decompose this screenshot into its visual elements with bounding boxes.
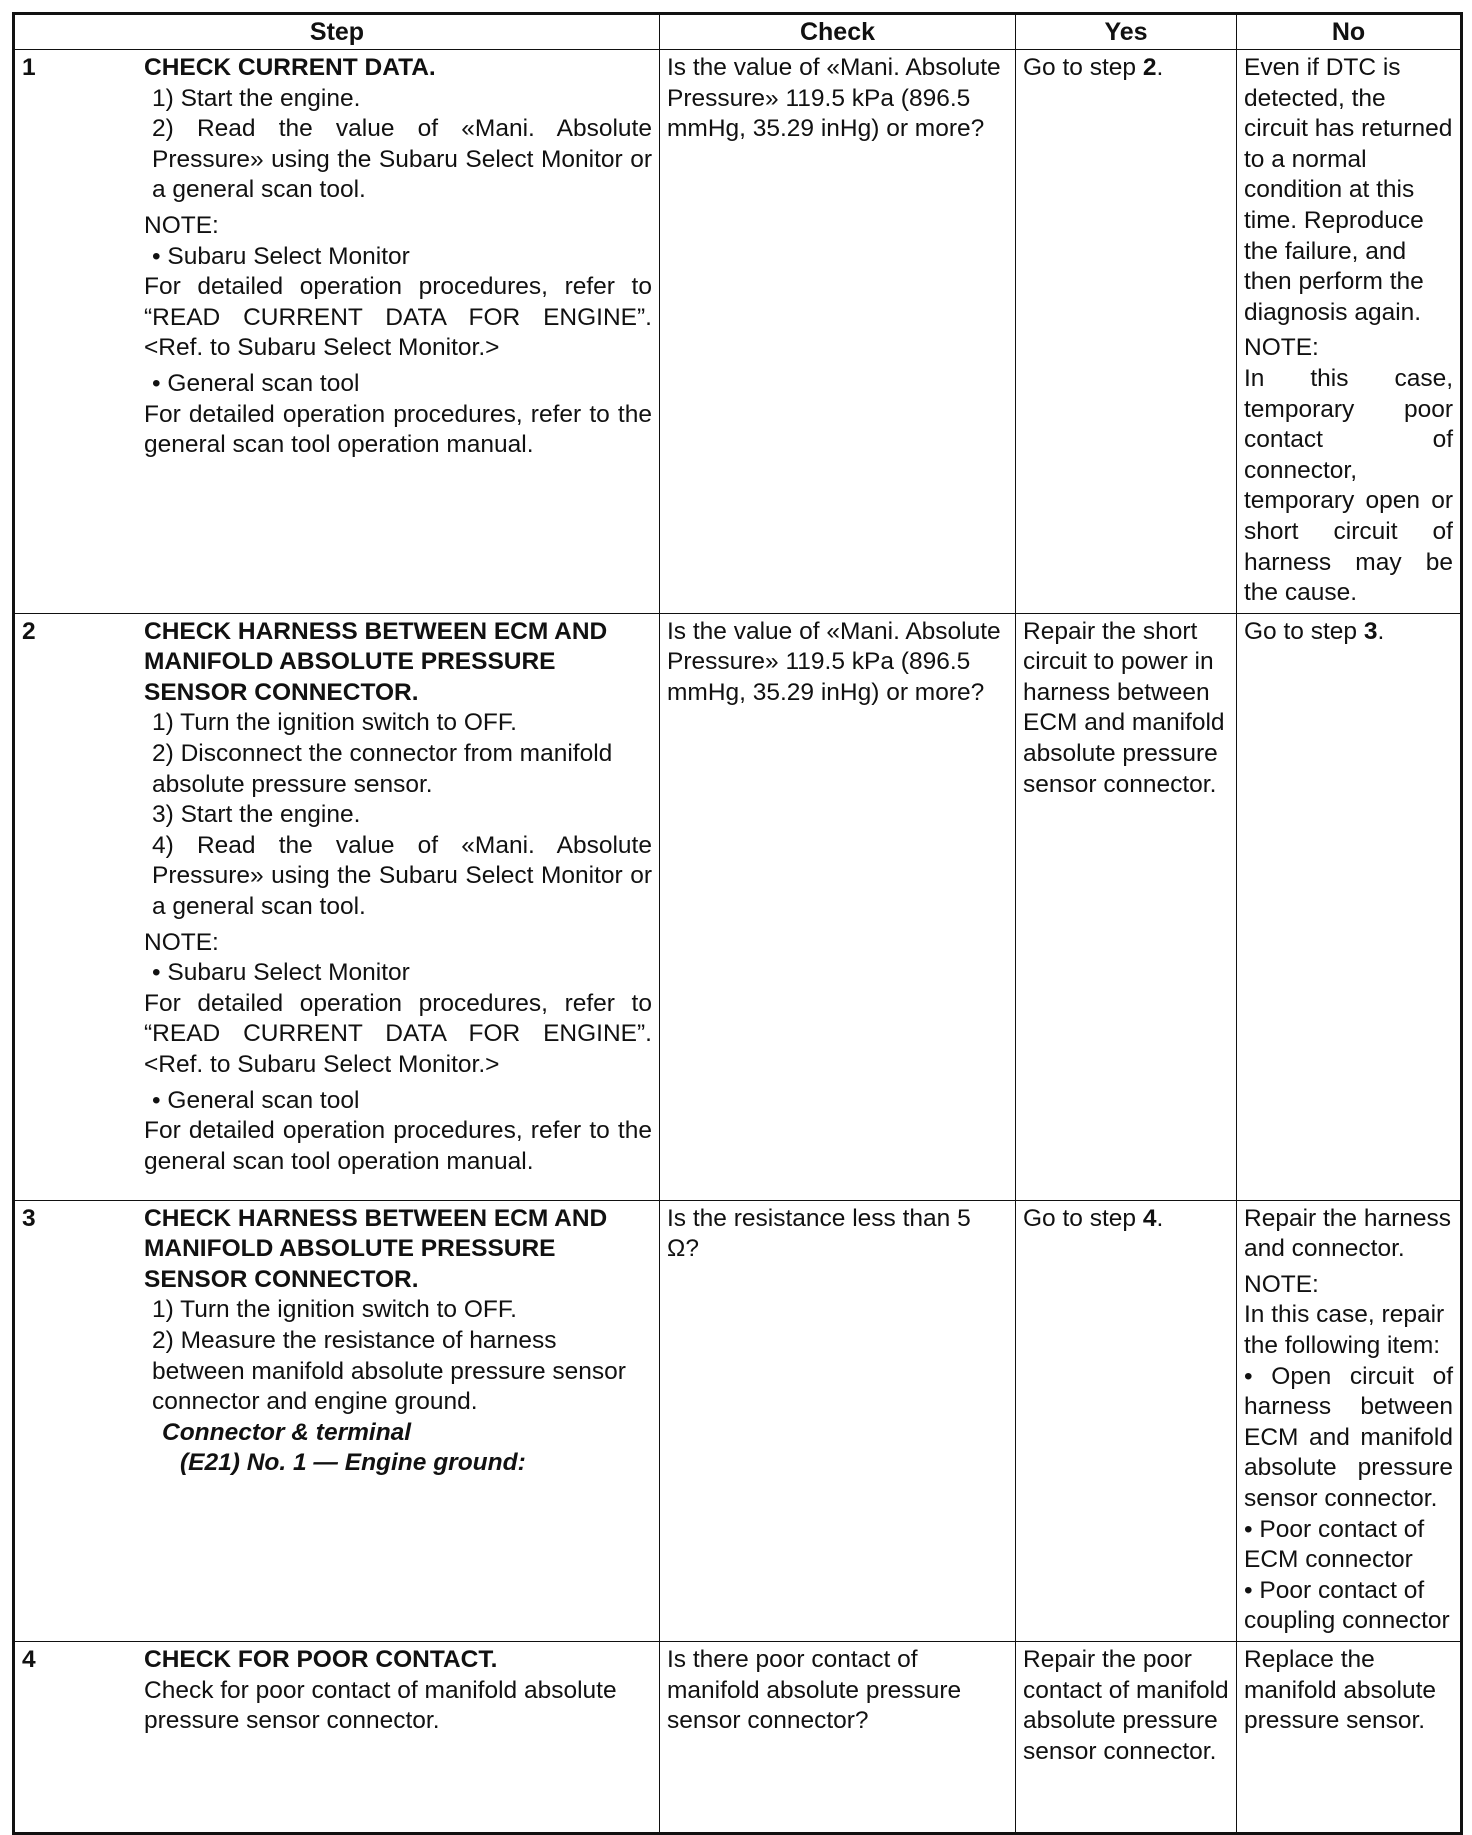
yes-text: Go to step	[1023, 1204, 1143, 1232]
table-row	[14, 1642, 1462, 1834]
no-cell	[1237, 1200, 1462, 1641]
note-bullet: • General scan tool	[152, 1086, 360, 1114]
header-check: Check	[660, 14, 1016, 50]
no-text: Even if DTC is detected, the circuit has returned to a normal condition at this time. Reproduce the failure, and then perform the diagnosis again.	[1244, 54, 1453, 326]
yes-suffix: .	[1156, 1204, 1164, 1232]
yes-text: Go to step	[1023, 54, 1143, 81]
step-instruction: Check for poor contact of manifold absolute pressure sensor connector.	[144, 1676, 617, 1735]
step-instruction: 1) Start the engine.	[152, 84, 361, 112]
step-reference: 2	[1142, 54, 1157, 81]
yes-cell: Repair the poor contact of manifold absolute pressure sensor connector.	[1016, 1642, 1237, 1834]
table-row	[14, 50, 1462, 614]
note-label: NOTE:	[144, 928, 219, 956]
note-bullet: • General scan tool	[152, 369, 360, 397]
step-cell	[14, 1642, 660, 1834]
step-instruction: 2) Measure the resistance of harness between manifold absolute pressure sensor connector and engine ground.	[152, 1327, 626, 1416]
step-number: 4	[22, 1646, 36, 1673]
note-label: NOTE:	[1244, 334, 1319, 362]
note-text: For detailed operation procedures, refer to “READ CURRENT DATA FOR ENGINE”. <Ref. to Subaru Select Monitor.>	[144, 273, 652, 362]
header-step: Step	[14, 14, 660, 50]
note-text: In this case, temporary poor contact of connector, temporary open or short circuit of harness may be the cause.	[1244, 364, 1453, 607]
step-instruction: 3) Start the engine.	[152, 801, 361, 829]
step-cell	[14, 613, 660, 1200]
step-title: CHECK HARNESS BETWEEN ECM AND MANIFOLD ABSOLUTE PRESSURE SENSOR CONNECTOR.	[144, 1204, 608, 1293]
spec-label: Connector & terminal	[162, 1418, 412, 1446]
yes-cell	[1016, 1200, 1237, 1641]
table-row	[14, 1200, 1462, 1641]
step-reference: 3	[1363, 617, 1378, 645]
step-instruction: 2) Disconnect the connector from manifold absolute pressure sensor.	[152, 740, 613, 798]
header-yes: Yes	[1016, 14, 1237, 50]
note-label: NOTE:	[1244, 1270, 1319, 1298]
table-row	[14, 613, 1462, 1200]
no-text: Repair the harness and connector.	[1244, 1204, 1452, 1263]
note-item: • Open circuit of harness between ECM and manifold absolute pressure sensor connector.	[1244, 1362, 1453, 1513]
table-header-row	[14, 14, 1462, 50]
yes-cell: Repair the short circuit to power in harness between ECM and manifold absolute pressure sensor connector.	[1016, 613, 1237, 1200]
note-text: For detailed operation procedures, refer to the general scan tool operation manual.	[144, 400, 652, 459]
no-cell: Replace the manifold absolute pressure sensor.	[1237, 1642, 1462, 1834]
step-instruction: 1) Turn the ignition switch to OFF.	[152, 1296, 517, 1324]
no-text: Go to step	[1244, 617, 1364, 645]
spec-value: (E21) No. 1 — Engine ground:	[180, 1449, 526, 1477]
step-number: 2	[22, 617, 36, 645]
note-item: • Poor contact of coupling connector	[1244, 1576, 1450, 1635]
note-text: For detailed operation procedures, refer to “READ CURRENT DATA FOR ENGINE”. <Ref. to Subaru Select Monitor.>	[144, 989, 652, 1078]
step-instruction: 4) Read the value of «Mani. Absolute Pressure» using the Subaru Select Monitor or a general scan tool.	[152, 831, 652, 921]
no-suffix: .	[1377, 617, 1385, 645]
step-instruction: 2) Read the value of «Mani. Absolute Pressure» using the Subaru Select Monitor or a general scan tool.	[152, 115, 652, 204]
note-bullet: • Subaru Select Monitor	[152, 242, 410, 270]
step-title: CHECK CURRENT DATA.	[144, 54, 436, 81]
check-cell: Is the value of «Mani. Absolute Pressure» 119.5 kPa (896.5 mmHg, 35.29 inHg) or more?	[660, 50, 1016, 614]
step-title: CHECK FOR POOR CONTACT.	[144, 1646, 498, 1673]
step-reference: 4	[1142, 1204, 1157, 1232]
step-number: 1	[22, 54, 36, 81]
note-text: In this case, repair the following item:	[1244, 1301, 1445, 1360]
check-cell: Is the value of «Mani. Absolute Pressure» 119.5 kPa (896.5 mmHg, 35.29 inHg) or more?	[660, 613, 1016, 1200]
note-bullet: • Subaru Select Monitor	[152, 959, 410, 987]
no-cell	[1237, 613, 1462, 1200]
note-item: • Poor contact of ECM connector	[1244, 1515, 1425, 1574]
note-label: NOTE:	[144, 211, 219, 239]
step-instruction: 1) Turn the ignition switch to OFF.	[152, 709, 517, 737]
diagnostic-table	[12, 12, 1463, 1835]
note-text: For detailed operation procedures, refer to the general scan tool operation manual.	[144, 1117, 652, 1175]
check-cell: Is there poor contact of manifold absolute pressure sensor connector?	[660, 1642, 1016, 1834]
yes-cell	[1016, 50, 1237, 614]
no-cell	[1237, 50, 1462, 614]
step-title: CHECK HARNESS BETWEEN ECM AND MANIFOLD ABSOLUTE PRESSURE SENSOR CONNECTOR.	[144, 617, 608, 706]
check-cell: Is the resistance less than 5 Ω?	[660, 1200, 1016, 1641]
yes-suffix: .	[1156, 54, 1164, 81]
header-no: No	[1237, 14, 1462, 50]
step-number: 3	[22, 1204, 36, 1232]
step-cell	[14, 50, 660, 614]
step-cell	[14, 1200, 660, 1641]
